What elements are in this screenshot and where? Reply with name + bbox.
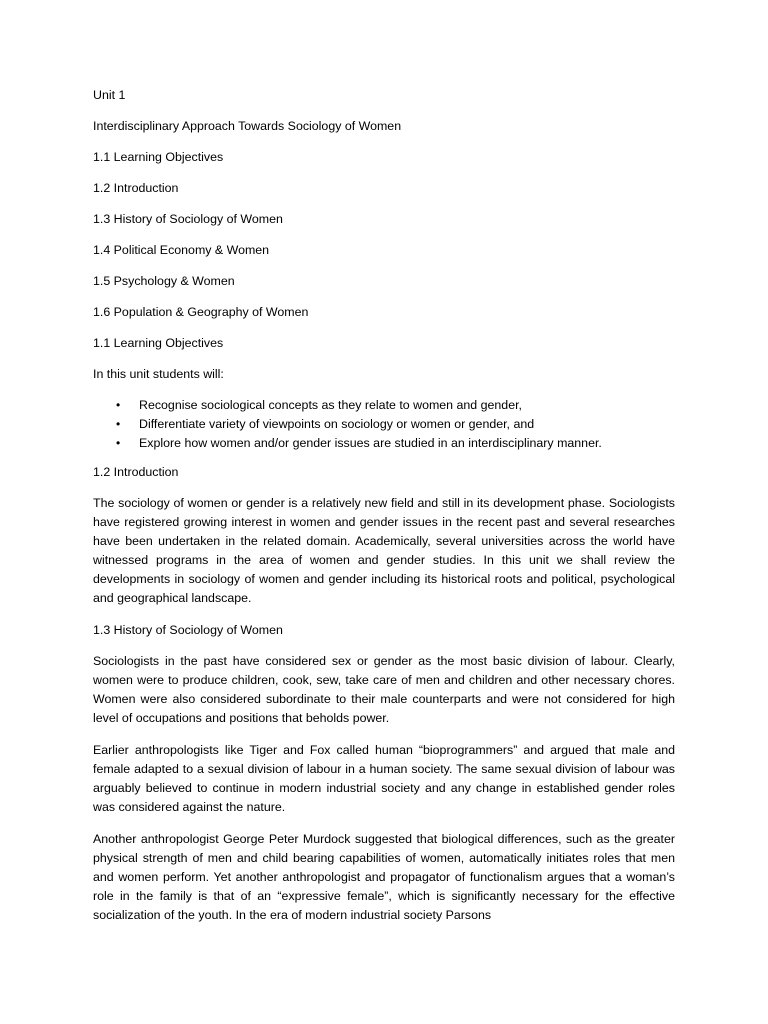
- history-paragraph-3: Another anthropologist George Peter Murdock suggested that biological differences, such as the greater physical strength of men and child bearing capabilities of women, automatically initiates roles that men and women perform. Yet another anthropologist and propagator of functionalism argues that a woman’s role in the family is that of an “expressive female”, which is significantly necessary for the effective socialization of the youth. In the era of modern industrial society Parsons: [93, 832, 675, 922]
- list-item-text: Differentiate variety of viewpoints on sociology or women or gender, and: [139, 417, 535, 431]
- list-item: [93, 396, 675, 415]
- bullet-icon: •: [116, 436, 121, 450]
- toc-item: 1.5 Psychology & Women: [93, 274, 235, 288]
- toc-item: 1.6 Population & Geography of Women: [93, 305, 309, 319]
- unit-label: Unit 1: [93, 88, 126, 102]
- bullet-icon: •: [116, 398, 121, 412]
- list-item-text: Recognise sociological concepts as they relate to women and gender,: [139, 398, 522, 412]
- list-item: [93, 415, 675, 434]
- bullet-icon: •: [116, 417, 121, 431]
- introduction-paragraph: The sociology of women or gender is a relatively new field and still in its development phase. Sociologists have registered growing interest in women and gender issues in the recent past and several researches have been undertaken in the related domain. Academically, several universities across the world have witnessed programs in the area of women and gender studies. In this unit we shall review the developments in sociology of women and gender including its historical roots and political, psychological and geographical landscape.: [93, 496, 675, 605]
- history-paragraph-1: Sociologists in the past have considered sex or gender as the most basic division of labour. Clearly, women were to produce children, cook, sew, take care of men and children and other necessary chores. Women were also considered subordinate to their male counterparts and were not considered for high level of occupations and positions that beholds power.: [93, 654, 675, 725]
- history-paragraph-2: Earlier anthropologists like Tiger and Fox called human “bioprogrammers” and argued that male and female adapted to a sexual division of labour in a human society. The same sexual division of labour was arguably believed to continue in modern industrial society and any change in established gender roles was considered against the nature.: [93, 743, 675, 814]
- toc-item: 1.2 Introduction: [93, 181, 179, 195]
- toc-item: 1.4 Political Economy & Women: [93, 243, 270, 257]
- objectives-list: [93, 396, 675, 453]
- list-item: [93, 434, 675, 453]
- toc-item: 1.3 History of Sociology of Women: [93, 212, 283, 226]
- section-heading-introduction: 1.2 Introduction: [93, 465, 179, 479]
- document-page: [93, 86, 675, 938]
- list-item-text: Explore how women and/or gender issues are studied in an interdisciplinary manner.: [139, 436, 602, 450]
- objectives-intro: In this unit students will:: [93, 367, 224, 381]
- unit-title: Interdisciplinary Approach Towards Sociology of Women: [93, 119, 402, 133]
- section-heading-objectives: 1.1 Learning Objectives: [93, 336, 224, 350]
- toc-item: 1.1 Learning Objectives: [93, 150, 224, 164]
- section-heading-history: 1.3 History of Sociology of Women: [93, 623, 283, 637]
